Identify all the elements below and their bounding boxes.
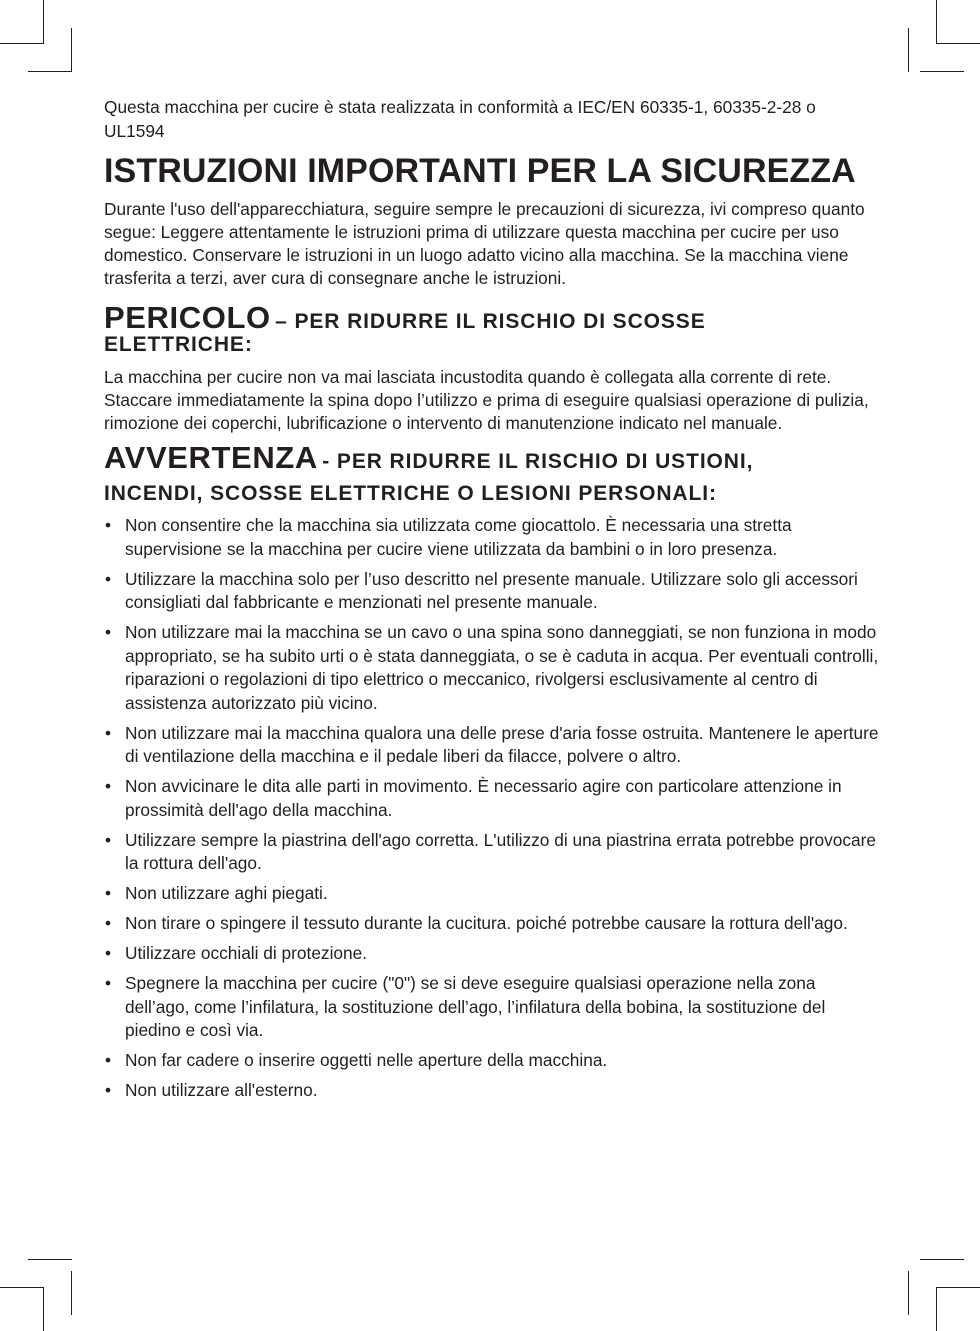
list-item-text: Non utilizzare mai la macchina qualora una delle prese d'aria fosse ostruita. Mantenere le aperture di ventilazione della macchina e il pedale liberi da filacce, polvere o altro. <box>125 722 879 766</box>
danger-text: La macchina per cucire non va mai lasciata incustodita quando è collegata alla corrente di rete. Staccare immediatamente la spina dopo l’utilizzo e prima di eseguire qualsiasi operazione di pulizia, rimozione dei coperchi, lubrificazione o intervento di manutenzione indicato nel manuale. <box>104 367 869 433</box>
bullet-icon: • <box>105 568 112 589</box>
list-item <box>104 775 880 822</box>
list-item-text: Non avvicinare le dita alle parti in movimento. È necessario agire con particolare attenzione in prossimità dell'ago della macchina. <box>125 776 842 820</box>
crop-mark <box>0 43 44 44</box>
crop-mark <box>71 1271 72 1315</box>
list-item-text: Utilizzare sempre la piastrina dell'ago corretta. L'utilizzo di una piastrina errata potrebbe provocare la rottura dell'ago. <box>125 829 877 873</box>
list-item-text: Non tirare o spingere il tessuto durante la cucitura. poiché potrebbe causare la rottura dell'ago. <box>125 913 848 933</box>
list-item <box>104 912 880 936</box>
list-item <box>104 882 880 906</box>
list-item <box>104 942 880 966</box>
bullet-icon: • <box>105 829 112 850</box>
list-item-text: Utilizzare occhiali di protezione. <box>125 943 368 963</box>
crop-mark <box>920 71 964 72</box>
list-item <box>104 621 880 715</box>
list-item-text: Non utilizzare all'esterno. <box>125 1080 318 1100</box>
list-item-text: Non utilizzare mai la macchina se un cavo o una spina sono danneggiati, se non funziona in modo appropriato, se ha subito urti o è stata danneggiata, o se è caduta in acqua. Per eventuali controlli, riparazioni o regolazioni di tipo elettrico o meccanico, rivolgersi esclusivamente al centro di assistenza autorizzato più vicino. <box>125 622 879 713</box>
warning-subtitle-line1: - PER RIDURRE IL RISCHIO DI USTIONI, <box>322 450 754 473</box>
crop-mark <box>0 1287 44 1288</box>
list-item <box>104 972 880 1043</box>
danger-subtitle-line1: – PER RIDURRE IL RISCHIO DI SCOSSE <box>275 310 706 333</box>
crop-mark <box>43 1287 44 1331</box>
crop-mark <box>936 43 980 44</box>
bullet-icon: • <box>105 622 112 642</box>
crop-mark <box>936 0 937 44</box>
list-item <box>104 1049 880 1073</box>
crop-mark <box>908 1271 909 1315</box>
bullet-icon: • <box>105 943 112 963</box>
crop-mark <box>28 71 72 72</box>
bullet-icon: • <box>105 515 112 535</box>
list-item-text: Non far cadere o inserire oggetti nelle aperture della macchina. <box>125 1050 608 1070</box>
bullet-icon: • <box>105 1080 112 1100</box>
warning-heading <box>104 440 880 509</box>
list-item-text: Non consentire che la macchina sia utilizzata come giocattolo. È necessaria una stretta supervisione se la macchina per cucire viene utilizzata da bambini o in loro presenza. <box>125 515 792 559</box>
crop-mark <box>71 28 72 72</box>
danger-heading <box>104 300 880 356</box>
warning-subtitle-line2: INCENDI, SCOSSE ELETTRICHE O LESIONI PERSONALI: <box>104 482 717 505</box>
crop-mark <box>28 1259 72 1260</box>
bullet-icon: • <box>105 883 112 903</box>
bullet-icon: • <box>105 722 112 743</box>
crop-mark <box>920 1259 964 1260</box>
list-item <box>104 722 880 769</box>
list-item-text: Spegnere la macchina per cucire ("0") se si deve eseguire qualsiasi operazione nella zona dell’ago, come l’infilatura, la sostituzione dell’ago, l’infilatura della bobina, la sostituzione del piedino e così via. <box>125 973 826 1040</box>
conformity-note: Questa macchina per cucire è stata realizzata in conformità a IEC/EN 60335-1, 60335-2-28 o UL1594 <box>104 97 816 141</box>
list-item-text: Non utilizzare aghi piegati. <box>125 883 328 903</box>
bullet-icon: • <box>105 776 112 796</box>
bullet-icon: • <box>105 913 112 933</box>
bullet-icon: • <box>105 1050 112 1070</box>
bullet-icon: • <box>105 973 112 993</box>
crop-mark <box>43 0 44 44</box>
crop-mark <box>936 1287 937 1331</box>
list-item <box>104 1079 880 1103</box>
list-item <box>104 568 880 615</box>
page-title: ISTRUZIONI IMPORTANTI PER LA SICUREZZA <box>104 152 856 190</box>
crop-mark <box>908 28 909 72</box>
intro-paragraph: Durante l'uso dell'apparecchiatura, seguire sempre le precauzioni di sicurezza, ivi compreso quanto segue: Leggere attentamente le istruzioni prima di utilizzare questa macchina per cucire per uso domestico. Conservare le istruzioni in un luogo adatto vicino alla macchina. Se la macchina viene trasferita a terzi, aver cura di consegnare anche le istruzioni. <box>104 199 865 288</box>
list-item-text: Utilizzare la macchina solo per l’uso descritto nel presente manuale. Utilizzare solo gli accessori consigliati dal fabbricante e menzionati nel presente manuale. <box>125 568 858 612</box>
list-item <box>104 514 880 561</box>
danger-subtitle-line2: ELETTRICHE: <box>104 333 253 356</box>
warning-keyword: AVVERTENZA <box>104 440 318 475</box>
list-item <box>104 829 880 876</box>
document-body <box>104 95 880 1109</box>
crop-mark <box>936 1287 980 1288</box>
warning-list <box>104 514 880 1103</box>
danger-keyword: PERICOLO <box>104 300 271 335</box>
